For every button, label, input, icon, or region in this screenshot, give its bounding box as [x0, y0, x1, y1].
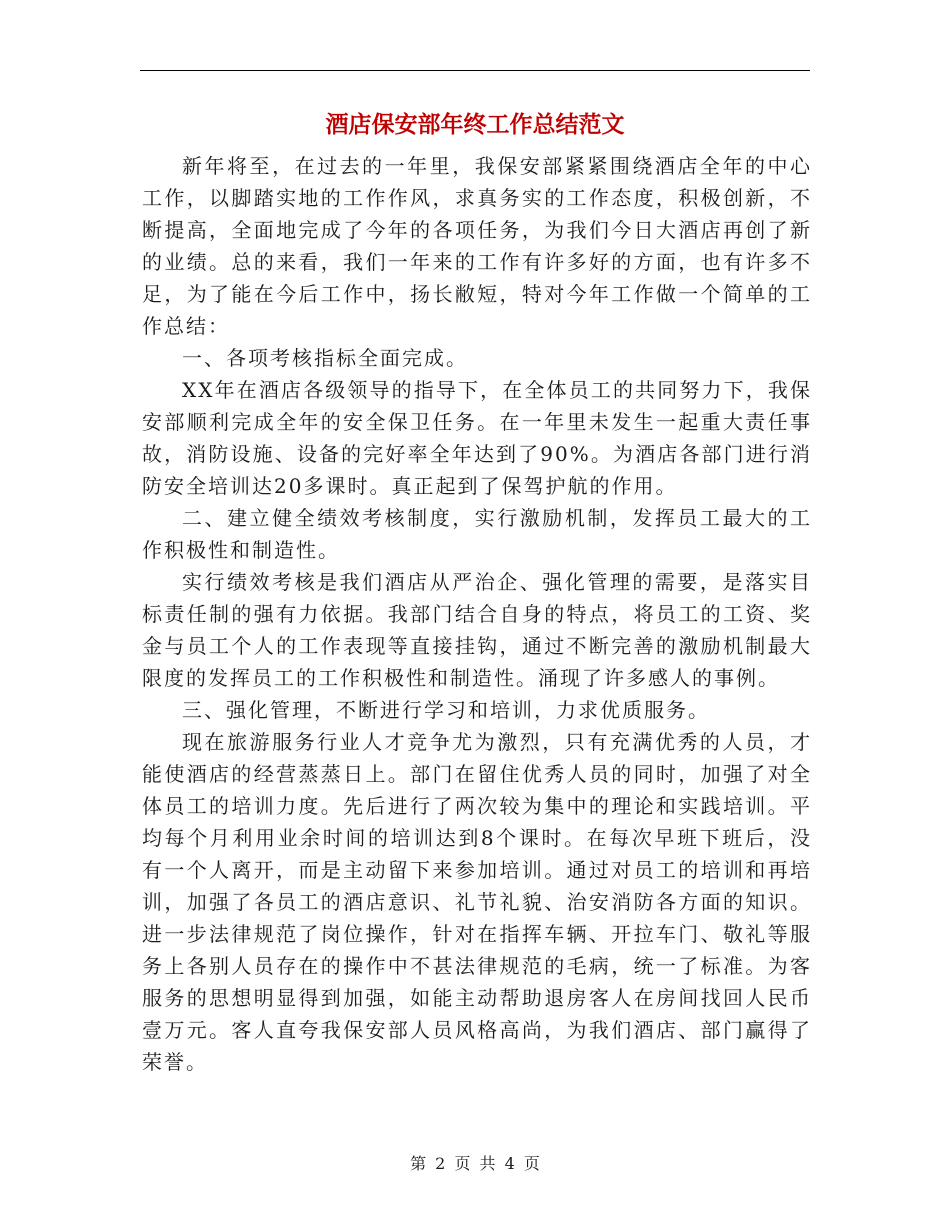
document-body [142, 150, 812, 1078]
section-heading-3: 三、强化管理，不断进行学习和培训，力求优质服务。 [182, 698, 710, 722]
paragraph-section-3: 现在旅游服务行业人才竞争尤为激烈，只有充满优秀的人员，才能使酒店的经营蒸蒸日上。部门在留住优秀人员的同时，加强了对全体员工的培训力度。先后进行了两次较为集中的理论和实践培训。平均每个月利用业余时间的培训达到8个课时。在每次早班下班后，没有一个人离开，而是主动留下来参加培训。通过对员工的培训和再培训，加强了各员工的酒店意识、礼节礼貌、治安消防各方面的知识。进一步法律规范了岗位操作，针对在指挥车辆、开拉车门、敬礼等服务上各别人员存在的操作中不甚法律规范的毛病，统一了标准。为客服务的思想明显得到加强，如能主动帮助退房客人在房间找回人民币壹万元。客人直夸我保安部人员风格高尚，为我们酒店、部门赢得了荣誉。 [142, 730, 812, 1074]
page-number-footer: 第 2 页 共 4 页 [410, 1154, 540, 1173]
header-rule [140, 70, 810, 71]
section-heading-2: 二、建立健全绩效考核制度，实行激励机制，发挥员工最大的工作积极性和制造性。 [142, 506, 812, 562]
section-heading-1: 一、各项考核指标全面完成。 [182, 346, 468, 370]
document-title: 酒店保安部年终工作总结范文 [325, 111, 625, 138]
paragraph-intro: 新年将至，在过去的一年里，我保安部紧紧围绕酒店全年的中心工作，以脚踏实地的工作作风，求真务实的工作态度，积极创新，不断提高，全面地完成了今年的各项任务，为我们今日大酒店再创了新的业绩。总的来看，我们一年来的工作有许多好的方面，也有许多不足，为了能在今后工作中，扬长敝短，特对今年工作做一个简单的工作总结： [142, 154, 812, 338]
paragraph-section-1: XX年在酒店各级领导的指导下，在全体员工的共同努力下，我保安部顺利完成全年的安全保卫任务。在一年里未发生一起重大责任事故，消防设施、设备的完好率全年达到了90%。为酒店各部门进行消防安全培训达20多课时。真正起到了保驾护航的作用。 [142, 378, 812, 498]
paragraph-section-2: 实行绩效考核是我们酒店从严治企、强化管理的需要，是落实目标责任制的强有力依据。我部门结合自身的特点，将员工的工资、奖金与员工个人的工作表现等直接挂钩，通过不断完善的激励机制最大限度的发挥员工的工作积极性和制造性。涌现了许多感人的事例。 [142, 570, 812, 690]
